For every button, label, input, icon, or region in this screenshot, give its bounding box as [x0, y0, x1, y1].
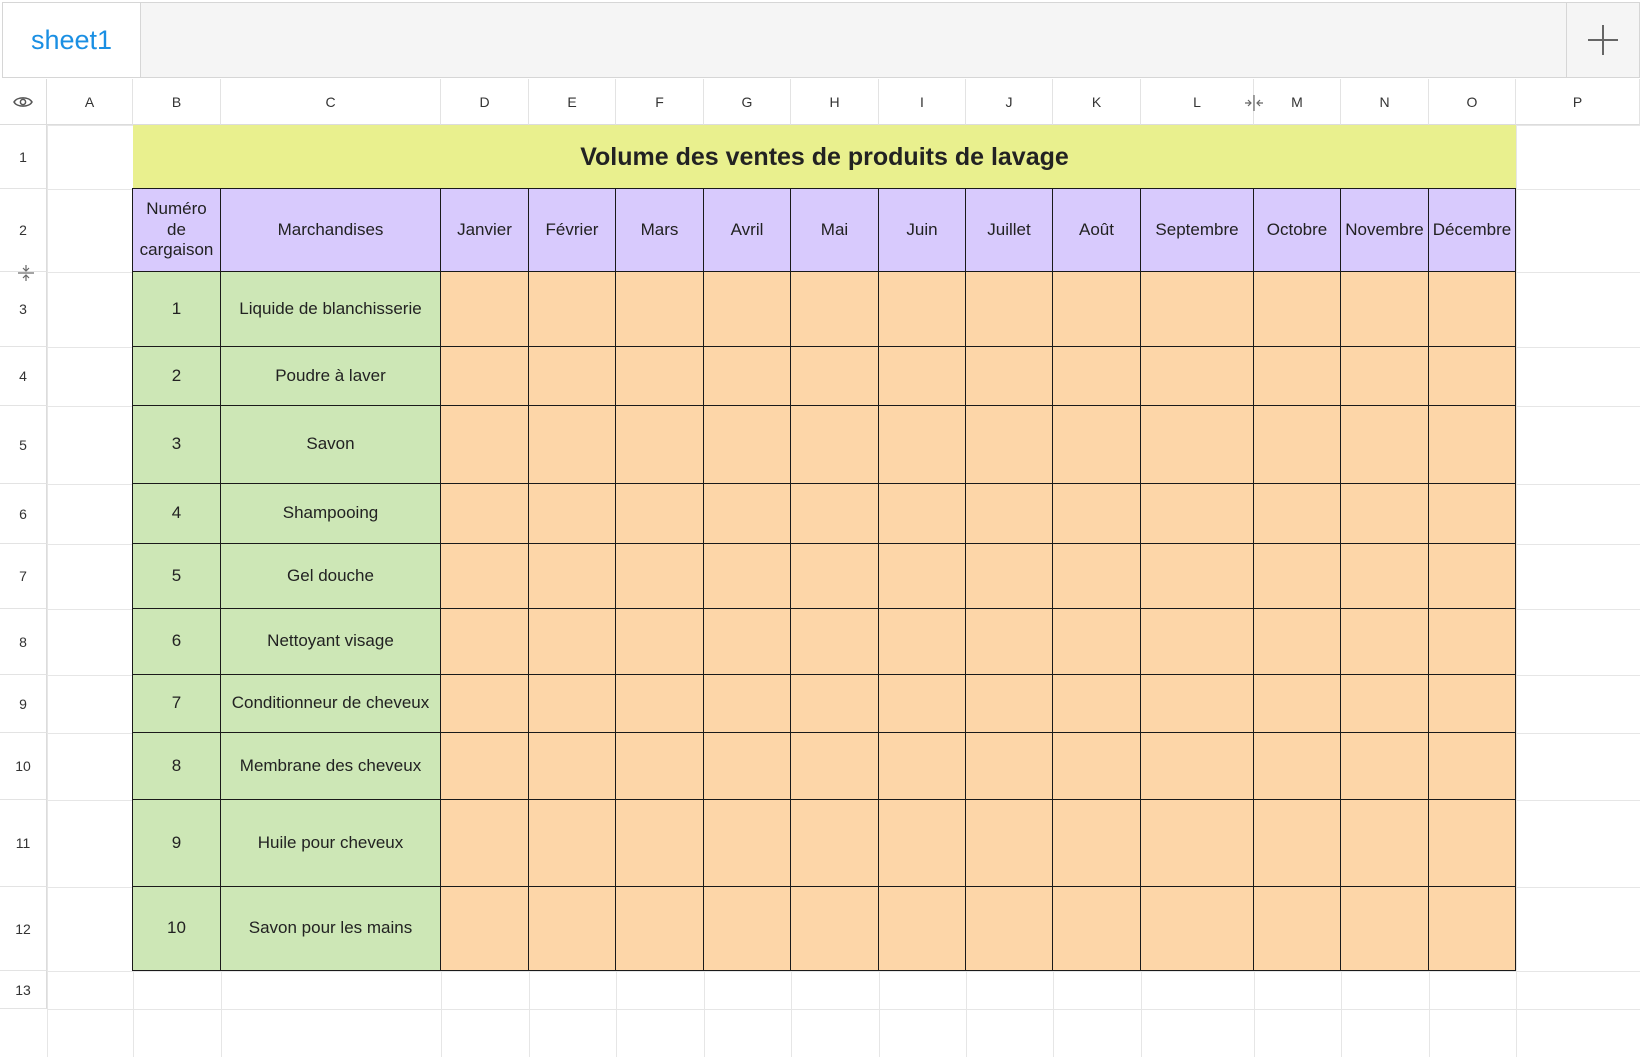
month-value-cell[interactable] — [1254, 406, 1341, 484]
month-value-cell[interactable] — [441, 733, 529, 800]
month-value-cell[interactable] — [529, 800, 616, 887]
month-value-cell[interactable] — [1341, 675, 1429, 733]
month-value-cell[interactable] — [1141, 484, 1254, 544]
sheet-tab-bar — [2, 2, 1640, 78]
month-value-cell[interactable] — [616, 406, 704, 484]
month-value-cell[interactable] — [1053, 406, 1141, 484]
column-header-o[interactable]: O — [1429, 79, 1516, 125]
merchandise-cell[interactable]: Liquide de blanchisserie — [221, 272, 441, 347]
table-header-cell[interactable]: Mars — [616, 189, 704, 272]
column-header-p[interactable]: P — [1516, 79, 1640, 125]
month-value-cell[interactable] — [1254, 544, 1341, 609]
merchandise-cell[interactable]: Shampooing — [221, 484, 441, 544]
month-value-cell[interactable] — [441, 544, 529, 609]
table-header-cell[interactable]: Décembre — [1429, 189, 1516, 272]
table-header-cell[interactable]: Juin — [879, 189, 966, 272]
month-value-cell[interactable] — [616, 733, 704, 800]
month-value-cell[interactable] — [791, 800, 879, 887]
month-value-cell[interactable] — [529, 272, 616, 347]
month-value-cell[interactable] — [616, 675, 704, 733]
month-value-cell[interactable] — [1254, 800, 1341, 887]
month-value-cell[interactable] — [1254, 675, 1341, 733]
month-value-cell[interactable] — [1341, 887, 1429, 971]
month-value-cell[interactable] — [966, 544, 1053, 609]
month-value-cell[interactable] — [966, 887, 1053, 971]
column-header-d[interactable]: D — [441, 79, 529, 125]
cargo-number-cell[interactable]: 1 — [133, 272, 221, 347]
month-value-cell[interactable] — [1053, 347, 1141, 406]
row-header-4[interactable]: 4 — [0, 347, 47, 406]
month-value-cell[interactable] — [704, 887, 791, 971]
row-header-2[interactable]: 2 — [0, 189, 47, 272]
month-value-cell[interactable] — [529, 544, 616, 609]
month-value-cell[interactable] — [1141, 544, 1254, 609]
row-header-7[interactable]: 7 — [0, 544, 47, 609]
month-value-cell[interactable] — [1341, 800, 1429, 887]
month-value-cell[interactable] — [1053, 800, 1141, 887]
month-value-cell[interactable] — [616, 887, 704, 971]
row-header-1[interactable]: 1 — [0, 125, 47, 189]
month-value-cell[interactable] — [879, 272, 966, 347]
month-value-cell[interactable] — [1341, 347, 1429, 406]
month-value-cell[interactable] — [1429, 347, 1516, 406]
month-value-cell[interactable] — [616, 347, 704, 406]
month-value-cell[interactable] — [1429, 800, 1516, 887]
merchandise-cell[interactable]: Conditionneur de cheveux — [221, 675, 441, 733]
cargo-number-cell[interactable]: 2 — [133, 347, 221, 406]
row-header-10[interactable]: 10 — [0, 733, 47, 800]
month-value-cell[interactable] — [791, 609, 879, 675]
row-header-13[interactable]: 13 — [0, 971, 47, 1009]
column-header-a[interactable]: A — [47, 79, 133, 125]
month-value-cell[interactable] — [1341, 272, 1429, 347]
row-header-6[interactable]: 6 — [0, 484, 47, 544]
month-value-cell[interactable] — [704, 544, 791, 609]
month-value-cell[interactable] — [879, 484, 966, 544]
cargo-number-cell[interactable]: 7 — [133, 675, 221, 733]
month-value-cell[interactable] — [1341, 733, 1429, 800]
month-value-cell[interactable] — [1429, 544, 1516, 609]
row-header-5[interactable]: 5 — [0, 406, 47, 484]
month-value-cell[interactable] — [529, 675, 616, 733]
month-value-cell[interactable] — [529, 406, 616, 484]
column-header-g[interactable]: G — [704, 79, 791, 125]
month-value-cell[interactable] — [441, 887, 529, 971]
month-value-cell[interactable] — [879, 733, 966, 800]
month-value-cell[interactable] — [966, 733, 1053, 800]
month-value-cell[interactable] — [879, 675, 966, 733]
month-value-cell[interactable] — [966, 347, 1053, 406]
month-value-cell[interactable] — [791, 272, 879, 347]
gridline-horizontal — [47, 1009, 1640, 1010]
month-value-cell[interactable] — [1429, 733, 1516, 800]
month-value-cell[interactable] — [1254, 609, 1341, 675]
table-header-cell[interactable]: Octobre — [1254, 189, 1341, 272]
month-value-cell[interactable] — [704, 406, 791, 484]
merchandise-cell[interactable]: Membrane des cheveux — [221, 733, 441, 800]
month-value-cell[interactable] — [529, 887, 616, 971]
month-value-cell[interactable] — [704, 609, 791, 675]
month-value-cell[interactable] — [616, 800, 704, 887]
table-header-cell[interactable]: Numéro de cargaison — [133, 189, 221, 272]
table-header-cell[interactable]: Juillet — [966, 189, 1053, 272]
month-value-cell[interactable] — [879, 887, 966, 971]
month-value-cell[interactable] — [1053, 609, 1141, 675]
month-value-cell[interactable] — [1429, 272, 1516, 347]
row-header-12[interactable]: 12 — [0, 887, 47, 971]
month-value-cell[interactable] — [791, 484, 879, 544]
month-value-cell[interactable] — [1254, 272, 1341, 347]
gridline-vertical — [47, 125, 48, 1057]
month-value-cell[interactable] — [1254, 887, 1341, 971]
month-value-cell[interactable] — [1429, 406, 1516, 484]
cargo-number-cell[interactable]: 8 — [133, 733, 221, 800]
eye-icon[interactable] — [13, 95, 33, 109]
month-value-cell[interactable] — [966, 484, 1053, 544]
month-value-cell[interactable] — [441, 675, 529, 733]
month-value-cell[interactable] — [1141, 609, 1254, 675]
month-value-cell[interactable] — [791, 544, 879, 609]
month-value-cell[interactable] — [1254, 733, 1341, 800]
month-value-cell[interactable] — [1053, 733, 1141, 800]
plus-icon[interactable] — [1566, 3, 1639, 77]
month-value-cell[interactable] — [529, 609, 616, 675]
column-header-f[interactable]: F — [616, 79, 704, 125]
month-value-cell[interactable] — [966, 609, 1053, 675]
month-value-cell[interactable] — [704, 347, 791, 406]
column-header-h[interactable]: H — [791, 79, 879, 125]
month-value-cell[interactable] — [1341, 544, 1429, 609]
month-value-cell[interactable] — [966, 800, 1053, 887]
gridline-vertical — [1516, 125, 1517, 1057]
tab-sheet1[interactable]: sheet1 — [3, 3, 141, 77]
corner-cell[interactable] — [0, 79, 47, 125]
table-header-cell[interactable]: Février — [529, 189, 616, 272]
column-header-i[interactable]: I — [879, 79, 966, 125]
month-value-cell[interactable] — [616, 544, 704, 609]
column-header-c[interactable]: C — [221, 79, 441, 125]
month-value-cell[interactable] — [1141, 406, 1254, 484]
month-value-cell[interactable] — [704, 800, 791, 887]
month-value-cell[interactable] — [1429, 887, 1516, 971]
month-value-cell[interactable] — [1141, 733, 1254, 800]
row-header-8[interactable]: 8 — [0, 609, 47, 675]
table-header-cell[interactable]: Marchandises — [221, 189, 441, 272]
month-value-cell[interactable] — [1254, 347, 1341, 406]
month-value-cell[interactable] — [529, 733, 616, 800]
column-resize-icon[interactable] — [1243, 95, 1265, 111]
column-header-e[interactable]: E — [529, 79, 616, 125]
month-value-cell[interactable] — [441, 406, 529, 484]
month-value-cell[interactable] — [1141, 887, 1254, 971]
month-value-cell[interactable] — [1053, 272, 1141, 347]
spreadsheet-grid[interactable] — [0, 79, 1640, 1057]
table-header-cell[interactable]: Août — [1053, 189, 1141, 272]
month-value-cell[interactable] — [1341, 484, 1429, 544]
column-header-b[interactable]: B — [133, 79, 221, 125]
month-value-cell[interactable] — [441, 609, 529, 675]
month-value-cell[interactable] — [441, 800, 529, 887]
month-value-cell[interactable] — [1429, 484, 1516, 544]
merchandise-cell[interactable]: Savon — [221, 406, 441, 484]
month-value-cell[interactable] — [1053, 484, 1141, 544]
month-value-cell[interactable] — [529, 484, 616, 544]
row-header-11[interactable]: 11 — [0, 800, 47, 887]
month-value-cell[interactable] — [704, 272, 791, 347]
gridline-horizontal — [47, 971, 1640, 972]
month-value-cell[interactable] — [1053, 544, 1141, 609]
merchandise-cell[interactable]: Poudre à laver — [221, 347, 441, 406]
cargo-number-cell[interactable]: 6 — [133, 609, 221, 675]
month-value-cell[interactable] — [704, 484, 791, 544]
month-value-cell[interactable] — [704, 733, 791, 800]
month-value-cell[interactable] — [1341, 406, 1429, 484]
table-header-cell[interactable]: Septembre — [1141, 189, 1254, 272]
merchandise-cell[interactable]: Nettoyant visage — [221, 609, 441, 675]
month-value-cell[interactable] — [1141, 800, 1254, 887]
merchandise-cell[interactable]: Gel douche — [221, 544, 441, 609]
table-header-cell[interactable]: Mai — [791, 189, 879, 272]
column-header-l[interactable]: L — [1141, 79, 1254, 125]
cargo-number-cell[interactable]: 10 — [133, 887, 221, 971]
month-value-cell[interactable] — [879, 347, 966, 406]
cargo-number-cell[interactable]: 4 — [133, 484, 221, 544]
month-value-cell[interactable] — [1254, 484, 1341, 544]
month-value-cell[interactable] — [879, 609, 966, 675]
month-value-cell[interactable] — [616, 272, 704, 347]
month-value-cell[interactable] — [791, 733, 879, 800]
month-value-cell[interactable] — [966, 675, 1053, 733]
month-value-cell[interactable] — [616, 609, 704, 675]
month-value-cell[interactable] — [966, 272, 1053, 347]
column-header-m[interactable]: M — [1254, 79, 1341, 125]
column-header-n[interactable]: N — [1341, 79, 1429, 125]
month-value-cell[interactable] — [529, 347, 616, 406]
cargo-number-cell[interactable]: 3 — [133, 406, 221, 484]
row-header-9[interactable]: 9 — [0, 675, 47, 733]
month-value-cell[interactable] — [1429, 609, 1516, 675]
table-header-cell[interactable]: Novembre — [1341, 189, 1429, 272]
month-value-cell[interactable] — [704, 675, 791, 733]
month-value-cell[interactable] — [616, 484, 704, 544]
table-header-cell[interactable]: Avril — [704, 189, 791, 272]
cargo-number-cell[interactable]: 9 — [133, 800, 221, 887]
month-value-cell[interactable] — [1341, 609, 1429, 675]
month-value-cell[interactable] — [1141, 347, 1254, 406]
table-header-cell[interactable]: Janvier — [441, 189, 529, 272]
merchandise-cell[interactable]: Savon pour les mains — [221, 887, 441, 971]
month-value-cell[interactable] — [1141, 675, 1254, 733]
month-value-cell[interactable] — [1053, 675, 1141, 733]
month-value-cell[interactable] — [966, 406, 1053, 484]
table-title[interactable]: Volume des ventes de produits de lavage — [133, 125, 1516, 189]
month-value-cell[interactable] — [791, 406, 879, 484]
row-resize-icon[interactable] — [16, 263, 36, 283]
month-value-cell[interactable] — [441, 347, 529, 406]
month-value-cell[interactable] — [441, 272, 529, 347]
cargo-number-cell[interactable]: 5 — [133, 544, 221, 609]
month-value-cell[interactable] — [791, 887, 879, 971]
month-value-cell[interactable] — [441, 484, 529, 544]
column-header-j[interactable]: J — [966, 79, 1053, 125]
month-value-cell[interactable] — [791, 347, 879, 406]
month-value-cell[interactable] — [1429, 675, 1516, 733]
column-header-k[interactable]: K — [1053, 79, 1141, 125]
month-value-cell[interactable] — [879, 406, 966, 484]
row-header-3[interactable]: 3 — [0, 272, 47, 347]
month-value-cell[interactable] — [879, 800, 966, 887]
month-value-cell[interactable] — [879, 544, 966, 609]
month-value-cell[interactable] — [1053, 887, 1141, 971]
month-value-cell[interactable] — [791, 675, 879, 733]
month-value-cell[interactable] — [1141, 272, 1254, 347]
merchandise-cell[interactable]: Huile pour cheveux — [221, 800, 441, 887]
